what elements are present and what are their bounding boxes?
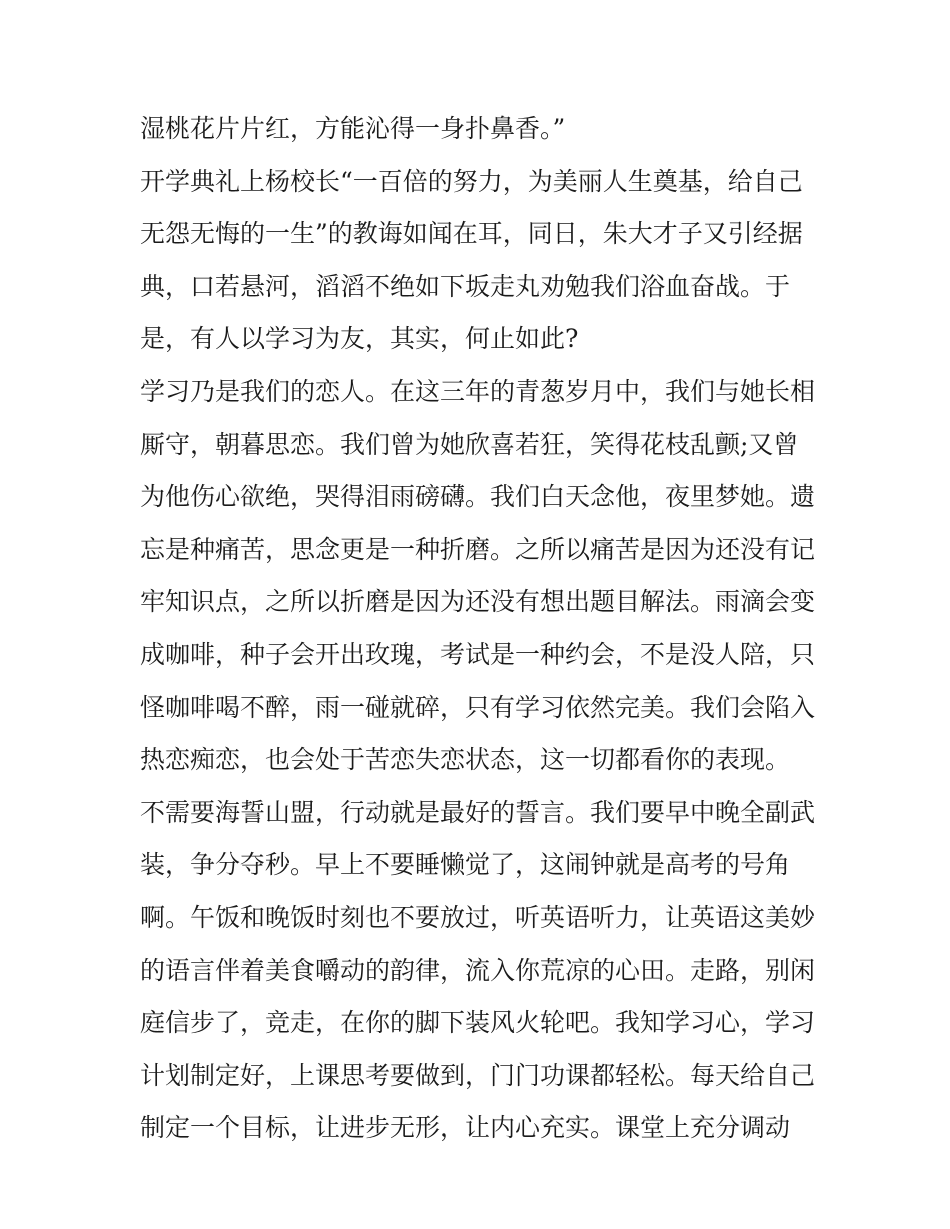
- text-line: 怪咖啡喝不醉，雨一碰就碎，只有学习依然完美。我们会陷入: [140, 692, 816, 722]
- text-line: 计划制定好，上课思考要做到，门门功课都轻松。每天给自己: [140, 1060, 816, 1090]
- text-line: 无怨无悔的一生”的教诲如闻在耳，同日，朱大才子又引经据: [140, 219, 803, 249]
- text-line: 开学典礼上杨校长“一百倍的努力，为美丽人生奠基，给自己: [140, 166, 803, 196]
- text-line: 的语言伴着美食嚼动的韵律，流入你荒凉的心田。走路，别闲: [140, 955, 816, 985]
- text-line: 为他伤心欲绝，哭得泪雨磅礴。我们白天念他，夜里梦她。遗: [140, 482, 816, 512]
- text-line: 厮守，朝暮思恋。我们曾为她欣喜若狂，笑得花枝乱颤;又曾: [140, 429, 799, 459]
- text-line: 典，口若悬河，滔滔不绝如下坂走丸劝勉我们浴血奋战。于: [140, 271, 791, 301]
- text-line: 庭信步了，竞走，在你的脚下装风火轮吧。我知学习心，学习: [140, 1008, 816, 1038]
- text-line: 装，争分夺秒。早上不要睡懒觉了，这闹钟就是高考的号角: [140, 850, 791, 880]
- text-line: 学习乃是我们的恋人。在这三年的青葱岁月中，我们与她长相: [140, 376, 816, 406]
- text-line: 忘是种痛苦，思念更是一种折磨。之所以痛苦是因为还没有记: [140, 534, 816, 564]
- text-line: 牢知识点，之所以折磨是因为还没有想出题目解法。雨滴会变: [140, 587, 816, 617]
- text-line: 湿桃花片片红，方能沁得一身扑鼻香。”: [140, 114, 566, 143]
- body-text: [140, 103, 830, 1155]
- text-line: 啊。午饭和晚饭时刻也不要放过，听英语听力，让英语这美妙: [140, 902, 816, 932]
- text-line: 是，有人以学习为友，其实，何止如此?: [140, 324, 579, 354]
- text-line: 成咖啡，种子会开出玫瑰，考试是一种约会，不是没人陪，只: [140, 639, 816, 669]
- text-line: 不需要海誓山盟，行动就是最好的誓言。我们要早中晚全副武: [140, 797, 816, 827]
- text-line: 热恋痴恋，也会处于苦恋失恋状态，这一切都看你的表现。: [140, 745, 791, 775]
- text-line: 制定一个目标，让进步无形，让内心充实。课堂上充分调动: [140, 1113, 791, 1143]
